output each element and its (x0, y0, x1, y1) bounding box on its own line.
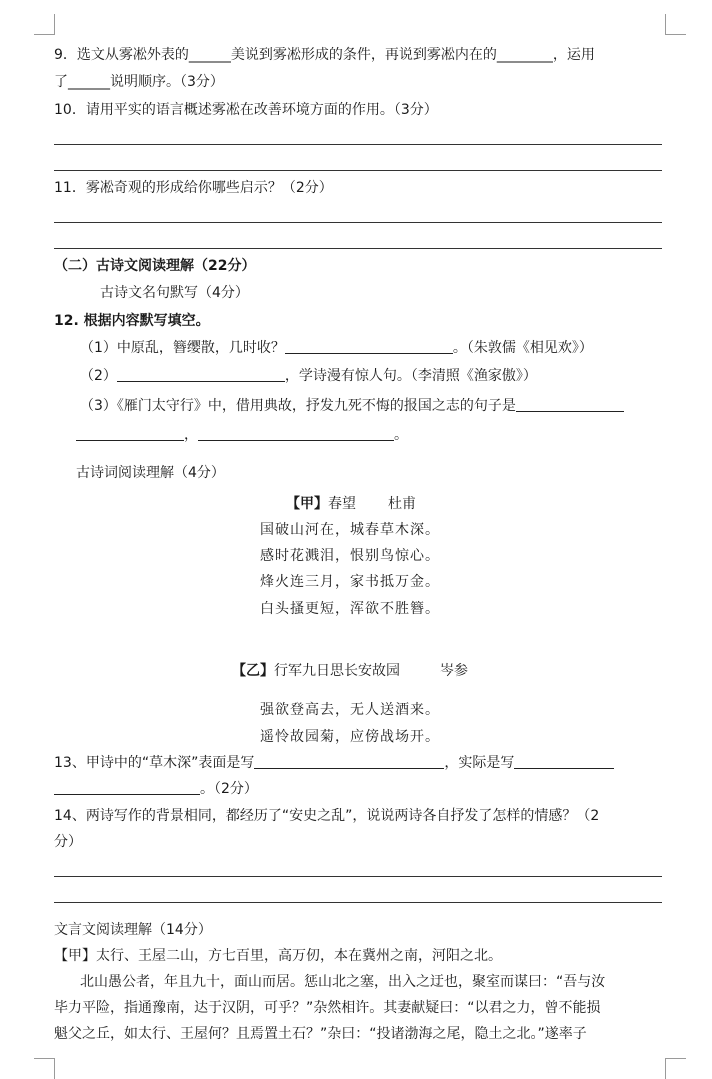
crop-mark-bottom-right (665, 1058, 686, 1079)
poem-yi-mark: 【乙】 (232, 663, 274, 679)
question-9-line-2: 了______说明顺序。（3分） (54, 74, 224, 90)
poem-jia-line-1: 国破山河在，城春草木深。 (260, 522, 440, 538)
blank-13-1[interactable] (254, 753, 444, 769)
blank-12-2[interactable] (117, 366, 285, 382)
classical-heading: 文言文阅读理解（14分） (54, 922, 212, 938)
question-11: 11．雾凇奇观的形成给你哪些启示？（2分） (54, 180, 333, 196)
answer-line-q11-1[interactable] (54, 222, 662, 223)
poem-yi-title-line (232, 661, 468, 681)
crop-mark-bottom-left (34, 1058, 55, 1079)
poem-jia-line-4: 白头搔更短，浑欲不胜簪。 (260, 601, 440, 617)
q13-middle: ，实际是写 (444, 755, 515, 771)
poem-yi-author: 岑参 (440, 663, 468, 679)
poem-yi-line-2: 遥怜故园菊，应傍战场开。 (260, 729, 440, 745)
question-14-line-1: 14、两诗写作的背景相同，都经历了“安史之乱”，说说两诗各自抒发了怎样的情感？（2 (54, 808, 600, 824)
question-12-item-1 (80, 338, 593, 358)
classical-jia-text: 太行、王屋二山，方七百里，高万仞，本在冀州之南，河阳之北。 (96, 948, 502, 964)
answer-line-q10-1[interactable] (54, 144, 662, 145)
blank-12-3a[interactable] (516, 396, 624, 412)
poem-jia-line-2: 感时花溅泪，恨别鸟惊心。 (260, 548, 440, 564)
classical-paragraph-line-1: 北山愚公者，年且九十，面山而居。惩山北之塞，出入之迂也，聚室而谋曰：“吾与汝 (80, 974, 606, 990)
classical-paragraph-line-2: 毕力平险，指通豫南，达于汉阴，可乎？”杂然相许。其妻献疑曰：“以君之力，曾不能损 (54, 1000, 601, 1016)
question-12-item-2 (80, 366, 537, 386)
question-12-title: 12. 根据内容默写填空。 (54, 313, 210, 329)
blank-13-3[interactable] (54, 779, 200, 795)
item-3-prefix: （3）《雁门太守行》中，借用典故，抒发九死不悔的报国之志的句子是 (80, 398, 516, 414)
classical-jia-line (54, 946, 502, 966)
poem-yi-title: 行军九日思长安故园 (274, 663, 400, 679)
classical-jia-mark: 【甲】 (54, 948, 96, 964)
crop-mark-top-left (34, 14, 55, 35)
item-3-end: 。 (394, 427, 408, 443)
poem-jia-title-line (286, 494, 416, 514)
question-10: 10．请用平实的语言概述雾凇在改善环境方面的作用。（3分） (54, 102, 438, 118)
blank-12-1[interactable] (285, 338, 453, 354)
answer-line-q14-1[interactable] (54, 876, 662, 877)
q13-prefix: 13、甲诗中的“草木深”表面是写 (54, 755, 255, 771)
crop-mark-top-right (665, 14, 686, 35)
item-1-suffix: 。（朱敦儒《相见欢》） (452, 340, 593, 356)
blank-13-2[interactable] (514, 753, 614, 769)
classical-paragraph-line-3: 魁父之丘，如太行、王屋何？且焉置土石？”杂曰：“投诸渤海之尾，隐土之北。”遂率子 (54, 1026, 587, 1042)
recite-heading: 古诗文名句默写（4分） (100, 285, 249, 301)
poem-jia-mark: 【甲】 (286, 496, 328, 512)
q13-end: 。（2分） (200, 781, 258, 797)
question-12-item-3 (80, 396, 624, 416)
poem-jia-line-3: 烽火连三月，家书抵万金。 (260, 574, 440, 590)
item-2-suffix: ，学诗漫有惊人句。（李清照《渔家傲》） (284, 368, 537, 384)
question-9-line-1: 9．选文从雾凇外表的______美说到雾凇形成的条件，再说到雾凇内在的________，运用 (54, 47, 595, 63)
blank-12-3c[interactable] (198, 425, 394, 441)
poetry-heading: 古诗词阅读理解（4分） (76, 465, 225, 481)
item-1-prefix: （1）中原乱，簪缨散，几时收？ (80, 340, 285, 356)
poem-yi-line-1: 强欲登高去，无人送酒来。 (260, 702, 440, 718)
poem-jia-title: 春望 (328, 496, 356, 512)
question-13-continued (54, 779, 258, 799)
section-2-heading: （二）古诗文阅读理解（22分） (54, 258, 256, 274)
item-3-separator: ， (184, 427, 198, 443)
answer-line-q11-2[interactable] (54, 248, 662, 249)
question-13 (54, 753, 614, 773)
blank-12-3b[interactable] (76, 425, 184, 441)
poem-jia-author: 杜甫 (388, 496, 416, 512)
item-2-prefix: （2） (80, 368, 117, 384)
answer-line-q10-2[interactable] (54, 170, 662, 171)
answer-line-q14-2[interactable] (54, 902, 662, 903)
question-14-line-2: 分） (54, 834, 82, 850)
question-12-item-3-continued (76, 425, 408, 445)
